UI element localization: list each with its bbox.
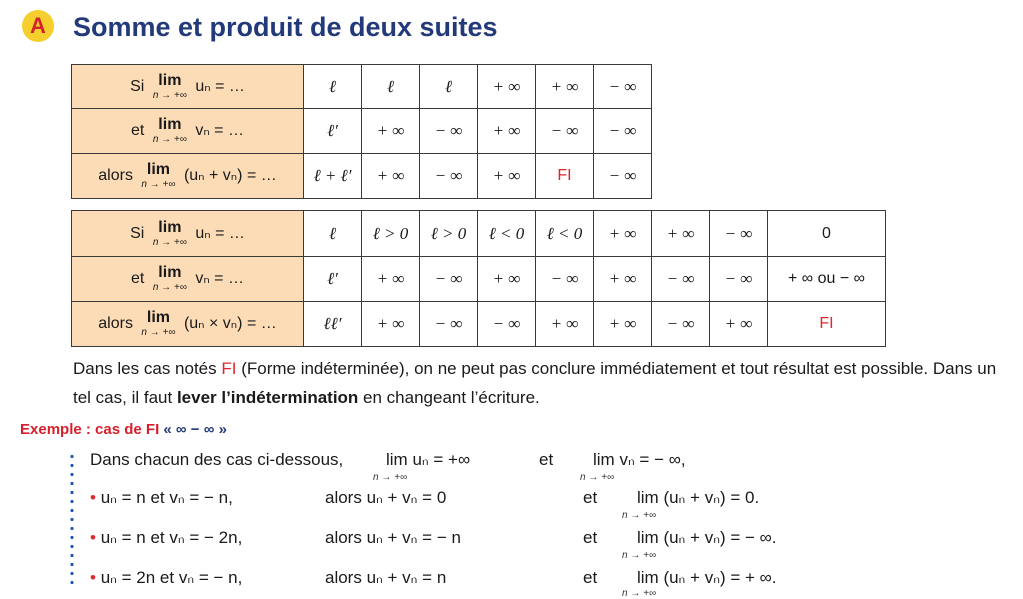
sum-header-result: alors lim n → +∞ (uₙ + vₙ) = … bbox=[72, 154, 304, 199]
sum-cell: ℓ bbox=[304, 65, 362, 109]
example-intro: Dans chacun des cas ci-dessous, bbox=[90, 450, 344, 469]
case-1-and: et bbox=[583, 488, 598, 507]
prod-row-u bbox=[72, 211, 886, 257]
sum-cell: + ∞ bbox=[478, 154, 536, 199]
prod-cell: + ∞ ou − ∞ bbox=[768, 257, 886, 302]
case-3-result: lim (uₙ + vₙ) = + ∞. bbox=[637, 568, 777, 587]
key-phrase: lever l’indétermination bbox=[176, 388, 359, 407]
section-badge: A bbox=[22, 10, 54, 42]
prod-cell: + ∞ bbox=[362, 302, 420, 347]
sum-cell: − ∞ bbox=[594, 154, 652, 199]
sum-cell: ℓ bbox=[362, 65, 420, 109]
prod-cell: − ∞ bbox=[420, 302, 478, 347]
sum-header-v: et lim n → +∞ vₙ = … bbox=[72, 109, 304, 154]
prod-header-u: Si lim n → +∞ uₙ = … bbox=[72, 211, 304, 257]
prod-cell: − ∞ bbox=[536, 257, 594, 302]
sum-cell: + ∞ bbox=[478, 65, 536, 109]
case-1-def: • uₙ = n et vₙ = − n, bbox=[90, 488, 233, 507]
sum-cell: − ∞ bbox=[594, 65, 652, 109]
sum-table bbox=[71, 64, 652, 199]
prod-cell: − ∞ bbox=[478, 302, 536, 347]
sum-cell: ℓ′ bbox=[304, 109, 362, 154]
prod-cell: + ∞ bbox=[594, 302, 652, 347]
prod-cell: + ∞ bbox=[594, 211, 652, 257]
prod-cell: ℓ > 0 bbox=[420, 211, 478, 257]
sum-cell-fi: FI bbox=[536, 154, 594, 199]
prod-cell: + ∞ bbox=[362, 257, 420, 302]
sum-cell: + ∞ bbox=[536, 65, 594, 109]
case-3-and: et bbox=[583, 568, 598, 587]
sum-cell: ℓ + ℓ′ bbox=[304, 154, 362, 199]
sum-row-result bbox=[72, 154, 652, 199]
sum-cell: + ∞ bbox=[478, 109, 536, 154]
prod-cell: ℓℓ′ bbox=[304, 302, 362, 347]
product-table bbox=[71, 210, 886, 347]
prod-cell: 0 bbox=[768, 211, 886, 257]
prod-cell: − ∞ bbox=[652, 302, 710, 347]
case-1-result: lim (uₙ + vₙ) = 0. bbox=[637, 488, 760, 507]
prod-cell: ℓ < 0 bbox=[536, 211, 594, 257]
prod-cell: ℓ′ bbox=[304, 257, 362, 302]
prod-cell: − ∞ bbox=[710, 211, 768, 257]
prod-cell: − ∞ bbox=[420, 257, 478, 302]
sum-cell: + ∞ bbox=[362, 154, 420, 199]
section-title: Somme et produit de deux suites bbox=[73, 12, 498, 42]
example-intro-lim-v: lim vₙ = − ∞, bbox=[593, 450, 686, 469]
prod-cell: + ∞ bbox=[594, 257, 652, 302]
prod-row-result bbox=[72, 302, 886, 347]
example-intro-sub-u: n → +∞ bbox=[373, 472, 408, 483]
prod-cell: − ∞ bbox=[710, 257, 768, 302]
example-intro-and: et bbox=[539, 450, 554, 469]
prod-cell: + ∞ bbox=[478, 257, 536, 302]
prod-cell: − ∞ bbox=[652, 257, 710, 302]
case-2-sub: n → +∞ bbox=[622, 550, 657, 561]
prod-row-v bbox=[72, 257, 886, 302]
case-2-then: alors uₙ + vₙ = − n bbox=[325, 528, 461, 547]
fi-term: FI bbox=[221, 359, 237, 378]
sum-cell: − ∞ bbox=[594, 109, 652, 154]
prod-cell: + ∞ bbox=[710, 302, 768, 347]
prod-cell: ℓ bbox=[304, 211, 362, 257]
case-3-then: alors uₙ + vₙ = n bbox=[325, 568, 447, 587]
prod-cell: ℓ > 0 bbox=[362, 211, 420, 257]
sum-header-u: Si lim n → +∞ uₙ = … bbox=[72, 65, 304, 109]
sum-row-v bbox=[72, 109, 652, 154]
sum-cell: − ∞ bbox=[420, 154, 478, 199]
prod-cell: + ∞ bbox=[652, 211, 710, 257]
case-2-result: lim (uₙ + vₙ) = − ∞. bbox=[637, 528, 777, 547]
case-2-and: et bbox=[583, 528, 598, 547]
prod-header-result: alors lim n → +∞ (uₙ × vₙ) = … bbox=[72, 302, 304, 347]
case-3-def: • uₙ = 2n et vₙ = − n, bbox=[90, 568, 243, 587]
case-1-sub: n → +∞ bbox=[622, 510, 657, 521]
sum-cell: ℓ bbox=[420, 65, 478, 109]
prod-cell: + ∞ bbox=[536, 302, 594, 347]
case-3-sub: n → +∞ bbox=[622, 588, 657, 599]
example-intro-lim-u: lim uₙ = +∞ bbox=[386, 450, 471, 469]
case-1-then: alors uₙ + vₙ = 0 bbox=[325, 488, 447, 507]
sum-cell: + ∞ bbox=[362, 109, 420, 154]
sum-row-u bbox=[72, 65, 652, 109]
sum-cell: − ∞ bbox=[536, 109, 594, 154]
example-intro-sub-v: n → +∞ bbox=[580, 472, 615, 483]
sum-cell: − ∞ bbox=[420, 109, 478, 154]
prod-header-v: et lim n → +∞ vₙ = … bbox=[72, 257, 304, 302]
case-2-def: • uₙ = n et vₙ = − 2n, bbox=[90, 528, 243, 547]
prod-cell-fi: FI bbox=[768, 302, 886, 347]
example-label: Exemple : cas de FI « ∞ − ∞ » bbox=[20, 421, 227, 438]
explanation-paragraph: Dans les cas notés FI (Forme indéterminée), on ne peut pas conclure immédiatement et tout résultat est possible. Dans un tel cas, il faut lever l’indétermination en changeant l’écriture. bbox=[73, 359, 997, 407]
dotted-rule bbox=[70, 452, 74, 590]
prod-cell: ℓ < 0 bbox=[478, 211, 536, 257]
